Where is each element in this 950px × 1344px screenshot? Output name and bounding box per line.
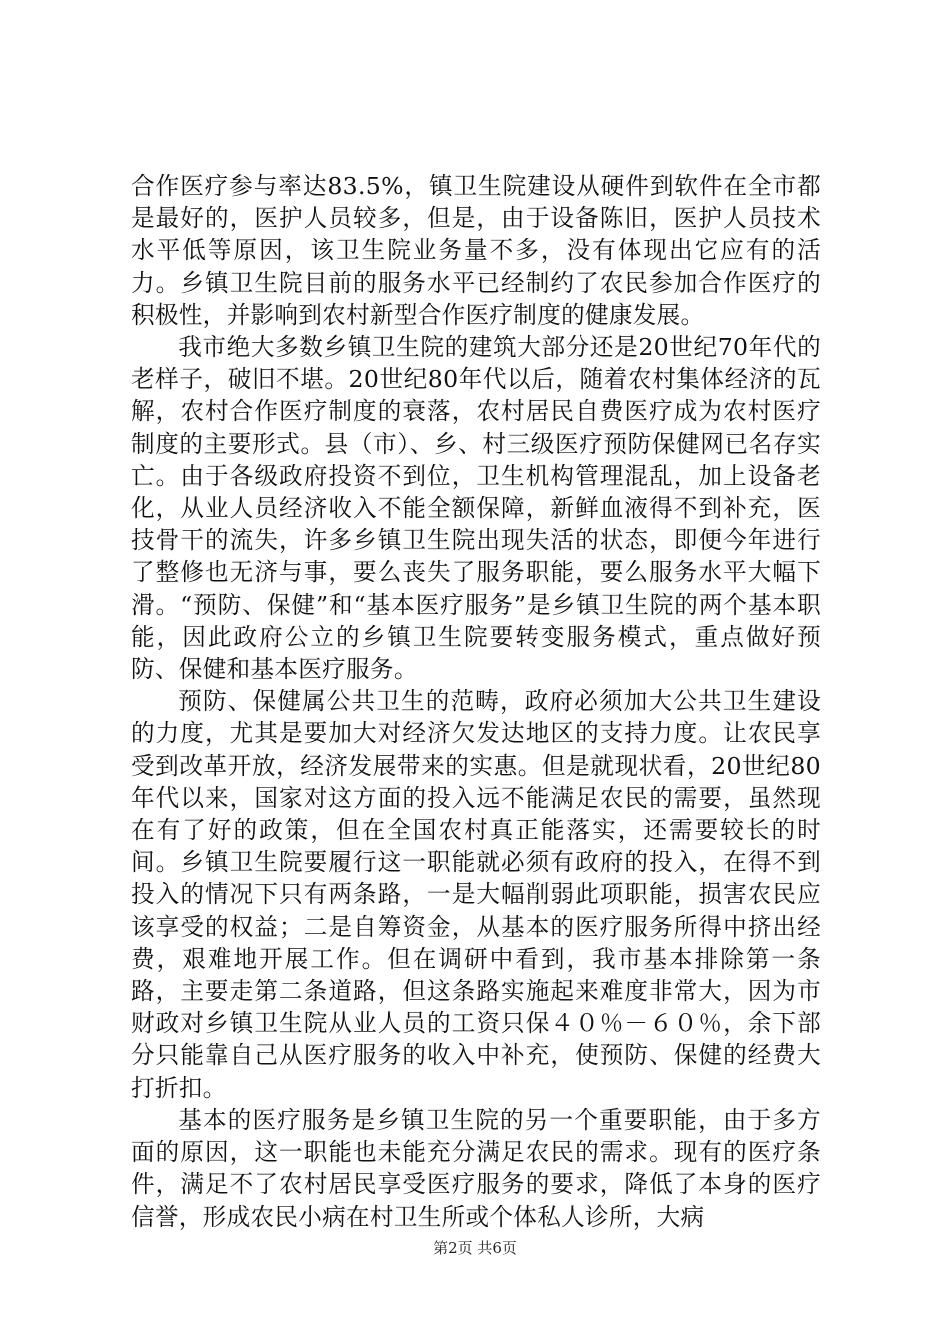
paragraph-2: 我市绝大多数乡镇卫生院的建筑大部分还是20世纪70年代的老样子，破旧不堪。20世纪80年代以后，随着农村集体经济的瓦解，农村合作医疗制度的衰落，农村居民自费医疗成为农村医疗制度的主要形式。县（市）、乡、村三级医疗预防保健网已名存实亡。由于各级政府投资不到位，卫生机构管理混乱，加上设备老化，从业人员经济收入不能全额保障，新鲜血液得不到补充，医技骨干的流失，许多乡镇卫生院出现失活的状态，即便今年进行了整修也无济与事，要么丧失了服务职能，要么服务水平大幅下滑。“预防、保健”和“基本医疗服务”是乡镇卫生院的两个基本职能，因此政府公立的乡镇卫生院要转变服务模式，重点做好预防、保健和基本医疗服务。 — [131, 333, 821, 684]
paragraph-3: 预防、保健属公共卫生的范畴，政府必须加大公共卫生建设的力度，尤其是要加大对经济欠发达地区的支持力度。让农民享受到改革开放，经济发展带来的实惠。但是就现状看，20世纪80年代以来，国家对这方面的投入远不能满足农民的需要，虽然现在有了好的政策，但在全国农村真正能落实，还需要较长的时间。乡镇卫生院要履行这一职能就必须有政府的投入，在得不到投入的情况下只有两条路，一是大幅削弱此项职能，损害农民应该享受的权益；二是自筹资金，从基本的医疗服务所得中挤出经费，艰难地开展工作。但在调研中看到，我市基本排除第一条路，主要走第二条道路，但这条路实施起来难度非常大，因为市财政对乡镇卫生院从业人员的工资只保４０％－６０％，余下部分只能靠自己从医疗服务的收入中补充，使预防、保健的经费大打折扣。 — [131, 687, 821, 1102]
page-number-footer: 第2页 共6页 — [433, 1239, 517, 1257]
paragraph-1: 合作医疗参与率达83.5%，镇卫生院建设从硬件到软件在全市都是最好的，医护人员较多，但是，由于设备陈旧，医护人员技术水平低等原因，该卫生院业务量不多，没有体现出它应有的活力。乡镇卫生院目前的服务水平已经制约了农民参加合作医疗的积极性，并影响到农村新型合作医疗制度的健康发展。 — [131, 172, 821, 329]
document-body — [131, 170, 821, 1233]
paragraph-4: 基本的医疗服务是乡镇卫生院的另一个重要职能，由于多方面的原因，这一职能也未能充分满足农民的需求。现有的医疗条件，满足不了农村居民享受医疗服务的要求，降低了本身的医疗信誉，形成农民小病在村卫生所或个体私人诊所，大病 — [131, 1105, 821, 1231]
